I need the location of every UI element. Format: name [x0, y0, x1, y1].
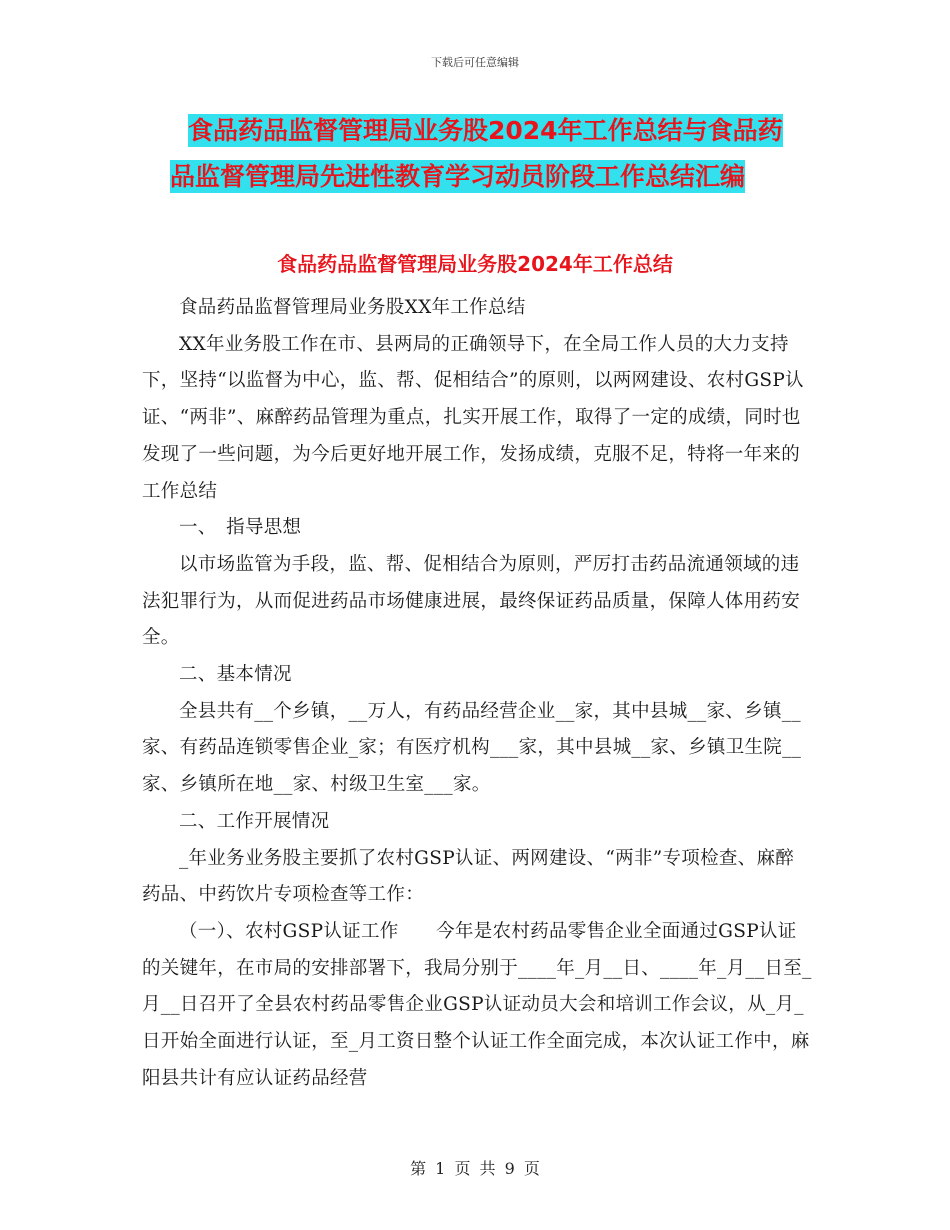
paragraph-heading: 二、工作开展情况: [179, 810, 330, 832]
document-title: [140, 108, 830, 200]
paragraph: （一）、农村GSP认证工作 今年是农村药品零售企业全面通过GSP认证的关键年，在市局的安排部署下，我局分别于____年_月__日、____年_月__日至_月__日召开了全县农村药品零售企业GSP认证动员大会和培训工作会议，从_月_日开始全面进行认证，至_月工资日整个认证工作全面完成，本次认证工作中，麻阳县共计有应认证药品经营: [142, 920, 812, 1089]
title-line-1: [140, 108, 830, 154]
paragraph: 食品药品监督管理局业务股XX年工作总结: [179, 297, 526, 318]
section-title: 食品药品监督管理局业务股2024年工作总结: [277, 252, 673, 276]
paragraph-heading: 一、 指导思想: [179, 517, 302, 539]
paragraph: 以市场监管为手段，监、帮、促相结合为原则，严厉打击药品流通领域的违法犯罪行为，从而促进药品市场健康进展，最终保证药品质量，保障人体用药安全。: [142, 553, 801, 649]
paragraph-heading: 二、基本情况: [179, 664, 292, 686]
title-line-2-text: 品监督管理局先进性教育学习动员阶段工作总结汇编: [170, 162, 746, 191]
title-line-1-text: 食品药品监督管理局业务股2024年工作总结与食品药: [188, 116, 783, 145]
paragraph: _年业务业务股主要抓了农村GSP认证、两网建设、“两非”专项检查、麻醉药品、中药饮片专项检查等工作：: [142, 847, 795, 906]
title-line-2: [140, 154, 830, 200]
paragraph: XX年业务股工作在市、县两局的正确领导下，在全局工作人员的大力支持下，坚持“以监督为中心，监、帮、促相结合”的原则，以两网建设、农村GSP认证、“两非”、麻醉药品管理为重点，扎实开展工作，取得了一定的成绩，同时也发现了一些问题，为今后更好地开展工作，发扬成绩，克服不足，特将一年来的工作总结: [142, 333, 804, 502]
header-note: 下载后可任意编辑: [431, 56, 519, 69]
paragraph: 全县共有__个乡镇，__万人，有药品经营企业__家，其中县城__家、乡镇__家、有药品连锁零售企业_家；有医疗机构___家，其中县城__家、乡镇卫生院__家、乡镇所在地__家、村级卫生室___家。: [142, 700, 802, 796]
page-footer: 第 1 页 共 9 页: [410, 1159, 540, 1178]
body-text: [142, 290, 812, 1097]
